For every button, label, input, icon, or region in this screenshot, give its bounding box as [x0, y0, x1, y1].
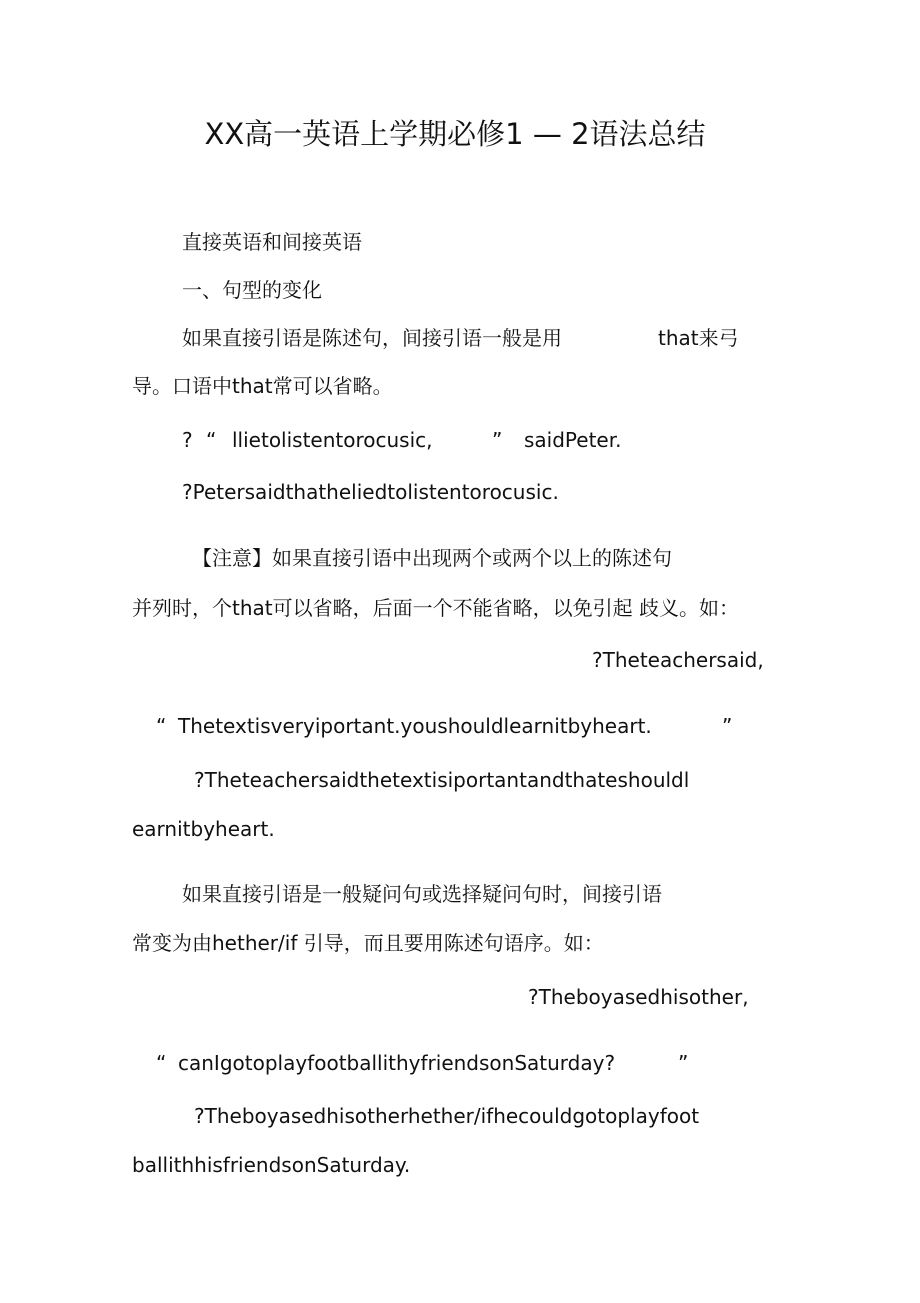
example3-text: canIgotoplayfootballithyfriendsonSaturday?	[178, 1051, 616, 1075]
example2-answer-line2: earnitbyheart.	[132, 817, 275, 841]
page-title: XX高一英语上学期必修1 — 2语法总结	[204, 117, 706, 151]
example2-open-quote: “	[156, 714, 167, 738]
para1-line1-tail: that来弓	[658, 326, 739, 350]
example2-lead: ?Theteachersaid,	[592, 648, 764, 672]
para1-line1: 如果直接引语是陈述句，间接引语一般是用	[182, 326, 562, 350]
example3-answer-line2: ballithhisfriendsonSaturday.	[132, 1153, 411, 1177]
example2-text: Thetextisveryiportant.youshouldlearnitbyheart.	[178, 714, 652, 738]
example3-close-quote: ”	[678, 1051, 689, 1075]
example1-open-quote: “	[206, 428, 217, 452]
example2-answer-line1: ?Theteachersaidthetextisiportantandthateshouldl	[194, 768, 690, 792]
example1-close-quote: ”	[492, 428, 503, 452]
subheading: 一、句型的变化	[182, 278, 322, 302]
note-line2: 并列时，个that可以省略，后面一个不能省略，以免引起 歧义。如：	[132, 596, 739, 620]
para2-line2: 常变为由hether/if 引导，而且要用陈述句语序。如：	[132, 931, 604, 955]
example1-q-mark: ?	[182, 428, 193, 452]
example2-close-quote: ”	[722, 714, 733, 738]
para2-line1: 如果直接引语是一般疑问句或选择疑问句时，间接引语	[182, 882, 662, 906]
section-heading: 直接英语和间接英语	[182, 230, 362, 254]
example3-open-quote: “	[156, 1051, 167, 1075]
example1-text: llietolistentorocusic,	[232, 428, 433, 452]
example3-lead: ?Theboyasedhisother,	[528, 985, 749, 1009]
example1-answer: ?Petersaidthatheliedtolistentorocusic.	[182, 480, 559, 504]
para1-line2: 导。口语中that常可以省略。	[132, 374, 393, 398]
note-line1: 【注意】如果直接引语中出现两个或两个以上的陈述句	[192, 546, 672, 570]
example1-after: saidPeter.	[524, 428, 622, 452]
example3-answer-line1: ?Theboyasedhisotherhether/ifhecouldgotoplayfoot	[194, 1104, 700, 1128]
